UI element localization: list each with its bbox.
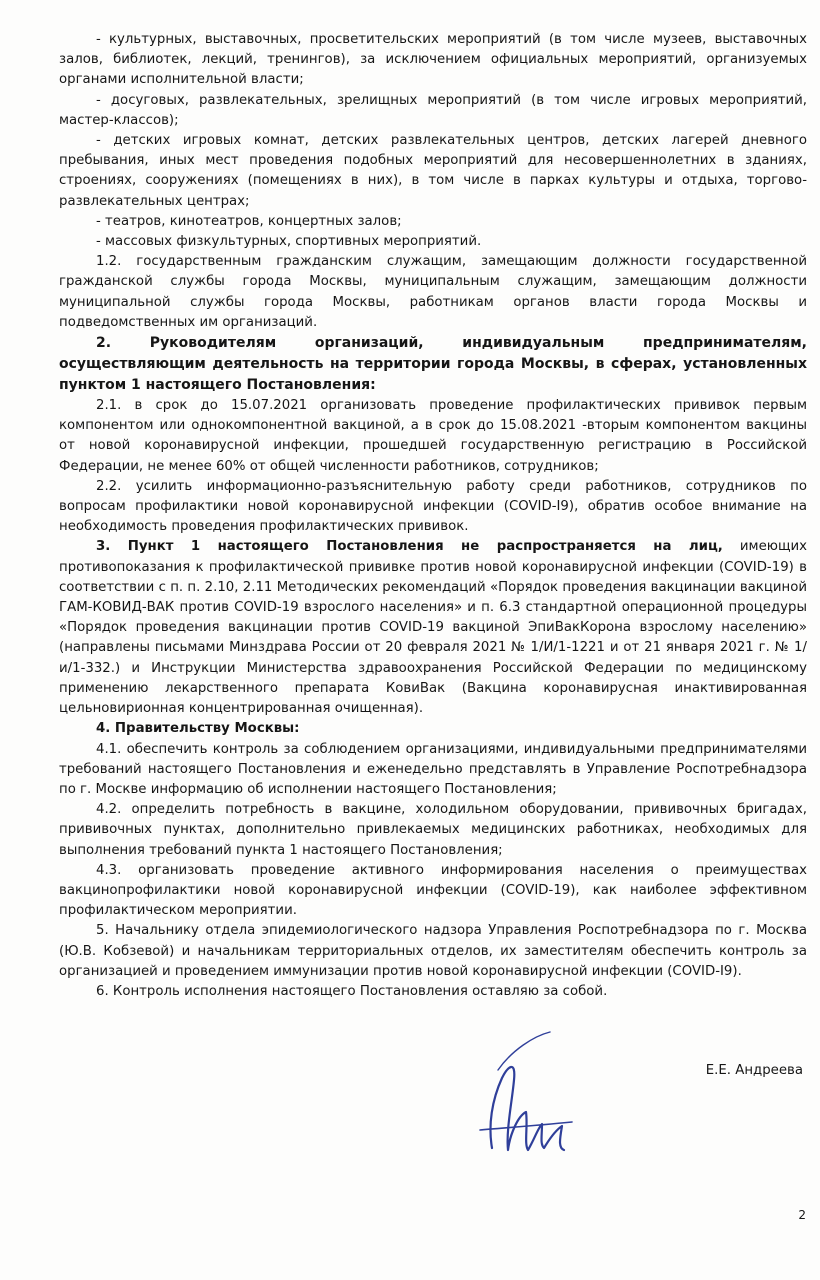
paragraph-culture: - культурных, выставочных, просветительских мероприятий (в том числе музеев, выставочных залов, библиотек, лекций, тренингов), за исключением официальных мероприятий, организуемых органами исполнительной власти; [59, 32, 807, 88]
paragraph-2-1: 2.1. в срок до 15.07.2021 организовать проведение профилактических прививок первым компонентом или однокомпонентной вакциной, а в срок до 15.08.2021 -вторым компонентом вакцины от новой коронавирусной инфекции, прошедшей государственную регистрацию в Российской Федерации, не менее 60% от общей численности работников, сотрудников; [59, 398, 807, 474]
paragraph-theatres: - театров, кинотеатров, концертных залов; [96, 213, 402, 229]
paragraph-4-1: 4.1. обеспечить контроль за соблюдением организациями, индивидуальными предпринимателями требований настоящего Постановления и еженедельно представлять в Управление Роспотребнадзора по г. Москве информацию об исполнении настоящего Постановления; [59, 741, 807, 797]
paragraph-5: 5. Начальнику отдела эпидемиологического надзора Управления Роспотребнадзора по г. Москва (Ю.В. Кобзевой) и начальникам территориальных отделов, их заместителям обеспечить контроль за организацией и проведением иммунизации против новой коронавирусной инфекции (COVID-I9). [59, 923, 807, 979]
paragraph-6: 6. Контроль исполнения настоящего Постановления оставляю за собой. [96, 983, 608, 999]
document-body [59, 30, 807, 1002]
paragraph-1-2: 1.2. государственным гражданским служащим, замещающим должности государственной гражданской службы города Москвы, муниципальным служащим, замещающим должности муниципальной службы города Москвы, работникам органов власти города Москвы и подведомственных им организаций. [59, 254, 807, 330]
heading-2: 2. Руководителям организаций, индивидуальным предпринимателям, осуществляющим деятельность на территории города Москвы, в сферах, установленных пунктом 1 настоящего Постановления: [59, 335, 807, 394]
page-number: 2 [798, 1208, 806, 1222]
heading-3: 3. Пункт 1 настоящего Постановления не распространяется на лиц, [96, 539, 723, 555]
paragraph-sports: - массовых физкультурных, спортивных мероприятий. [96, 234, 482, 250]
paragraph-4-3: 4.3. организовать проведение активного информирования населения о преимуществах вакцинопрофилактики новой коронавирусной инфекции (COVID-19), как наиболее эффективном профилактическом мероприятии. [59, 862, 807, 919]
paragraph-4-2: 4.2. определить потребность в вакцине, холодильном оборудовании, прививочных бригадах, прививочных пунктах, дополнительно привлекаемых медицинских работниках, необходимых для выполнения требований пункта 1 настоящего Постановления; [59, 802, 807, 858]
paragraph-leisure: - досуговых, развлекательных, зрелищных мероприятий (в том числе игровых мероприятий, мастер-классов); [59, 92, 807, 128]
signer-name: Е.Е. Андреева [705, 1063, 803, 1078]
paragraph-children: - детских игровых комнат, детских развлекательных центров, детских лагерей дневного пребывания, иных мест проведения подобных мероприятий для несовершеннолетних в зданиях, строениях, сооружениях (помещениях в них), в том числе в парках культуры и отдыха, торгово-развлекательных центрах; [59, 133, 807, 209]
paragraph-2-2: 2.2. усилить информационно-разъяснительную работу среди работников, сотрудников по вопросам профилактики новой коронавирусной инфекции (COVID-I9), обратив особое внимание на необходимость проведения профилактических прививок. [59, 478, 807, 535]
handwritten-signature [472, 1030, 582, 1165]
paragraph-3-text: имеющих противопоказания к профилактической прививке против новой коронавирусной инфекции (COVID-19) в соответствии с п. п. 2.10, 2.11 Методических рекомендаций «Порядок проведения вакцинации вакциной ГАМ-КОВИД-ВАК против COVID-19 взрослого населения» и п. 6.3 стандартной операционной процедуры «Порядок проведения вакцинации против COVID-19 вакциной ЭпиВакКорона взрослому населению» (направлены письмами Минздрава России от 20 февраля 2021 № 1/И/1-1221 и от 21 января 2021 г. № 1/и/1-332.) и Инструкции Министерства здравоохранения Российской Федерации по медицинскому применению лекарственного препарата КовиВак (Вакцина коронавирусная инактивированная цельновирионная концентрированная очищенная). [59, 539, 807, 717]
paragraph-3 [59, 537, 807, 719]
heading-4: 4. Правительству Москвы: [96, 721, 300, 737]
